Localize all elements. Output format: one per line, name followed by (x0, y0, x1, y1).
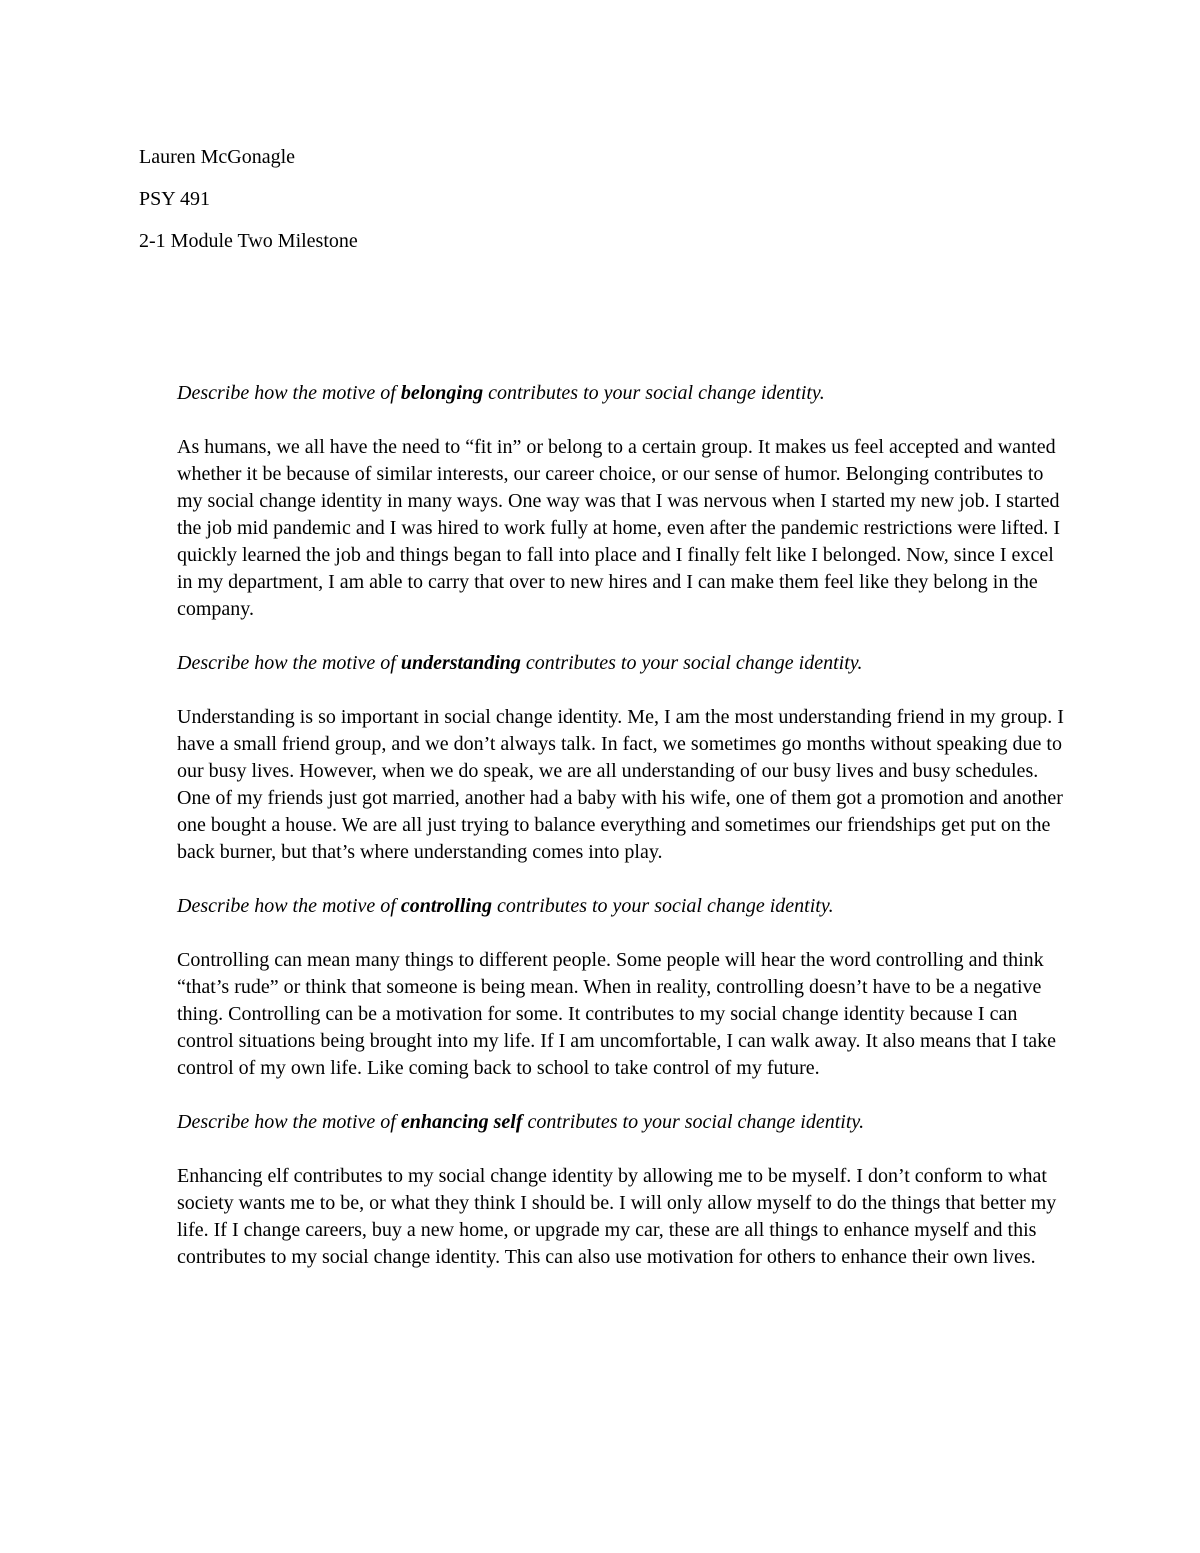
prompt-belonging (177, 380, 1072, 407)
prompt-controlling (177, 893, 1072, 920)
prompt-text: Describe how the motive of (177, 652, 401, 674)
prompt-keyword: enhancing self (400, 1111, 523, 1133)
prompt-text: contributes to your social change identity. (522, 1111, 865, 1133)
prompt-keyword: controlling (400, 895, 492, 917)
prompt-text: Describe how the motive of (177, 895, 401, 917)
author-name: Lauren McGonagle (139, 146, 296, 168)
document-body (177, 380, 1072, 1298)
prompt-enhancing-self (177, 1109, 1072, 1136)
answer-understanding: Understanding is so important in social change identity. Me, I am the most understanding friend in my group. I have a small friend group, and we don’t always talk. In fact, we sometimes go months without speaking due to our busy lives. However, when we do speak, we are all understanding of our busy lives and busy schedules. One of my friends just got married, another had a baby with his wife, one of them got a promotion and another one bought a house. We are all just trying to balance everything and sometimes our friendships get put on the back burner, but that’s where understanding comes into play. (177, 706, 1064, 863)
answer-belonging: As humans, we all have the need to “fit in” or belong to a certain group. It makes us feel accepted and wanted whether it be because of similar interests, our career choice, or our sense of humor. Belonging contributes to my social change identity in many ways. One way was that I was nervous when I started my new job. I started the job mid pandemic and I was hired to work fully at home, even after the pandemic restrictions were lifted. I quickly learned the job and things began to fall into place and I finally felt like I belonged. Now, since I excel in my department, I am able to carry that over to new hires and I can make them feel like they belong in the company. (177, 436, 1061, 620)
prompt-text: contributes to your social change identity. (491, 895, 834, 917)
answer-enhancing-self: Enhancing elf contributes to my social change identity by allowing me to be myself. I don’t conform to what society wants me to be, or what they think I should be. I will only allow myself to do the things that better my life. If I change careers, buy a new home, or upgrade my car, these are all things to enhance myself and this contributes to my social change identity. This can also use motivation for others to enhance their own lives. (177, 1165, 1057, 1268)
assignment-title: 2-1 Module Two Milestone (139, 230, 358, 252)
prompt-keyword: belonging (400, 382, 484, 404)
answer-controlling: Controlling can mean many things to different people. Some people will hear the word controlling and think “that’s rude” or think that someone is being mean. When in reality, controlling doesn’t have to be a negative thing. Controlling can be a motivation for some. It contributes to my social change identity because I can control situations being brought into my life. If I am uncomfortable, I can walk away. It also means that I take control of my own life. Like coming back to school to take control of my future. (177, 949, 1057, 1079)
prompt-text: Describe how the motive of (177, 1111, 401, 1133)
prompt-text: contributes to your social change identity. (483, 382, 825, 404)
prompt-keyword: understanding (400, 652, 521, 674)
prompt-text: Describe how the motive of (177, 382, 401, 404)
course-code: PSY 491 (139, 188, 210, 210)
prompt-understanding (177, 650, 1072, 677)
prompt-text: contributes to your social change identity. (520, 652, 863, 674)
document-header (139, 144, 1039, 270)
